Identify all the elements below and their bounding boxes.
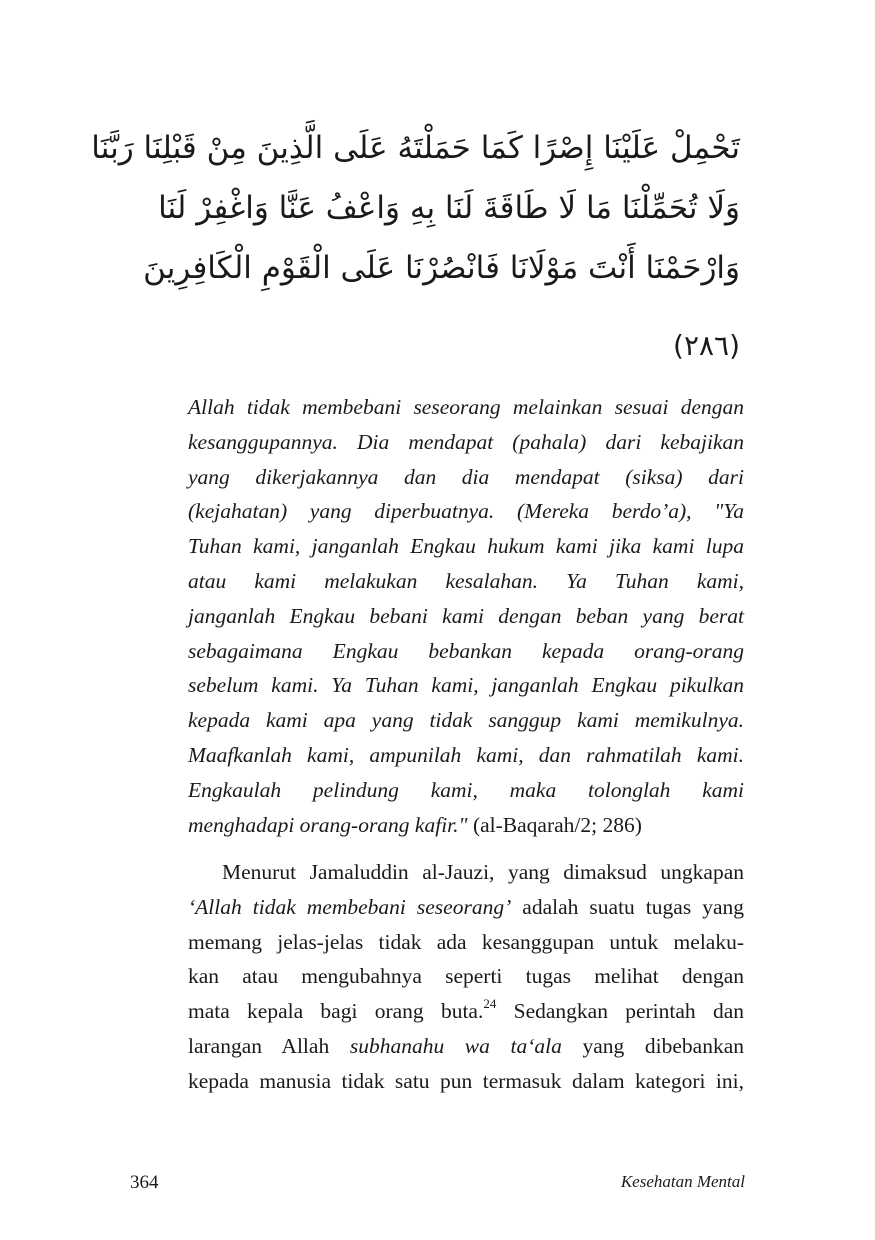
paragraph-text: mata kepala bagi orang buta. [188,999,484,1024]
verse-reference: (al-Baqarah/2; 286) [472,812,642,837]
translation-line: sebelum kami. Ya Tuhan kami, janganlah Engkau pikulkan [188,673,744,698]
translation-line: Engkaulah pelindung kami, maka tolonglah kami [188,777,744,802]
paragraph-line: memang jelas-jelas tidak ada kesanggupan untuk melaku- [188,929,744,954]
translation-line: kesanggupannya. Dia mendapat (pahala) dari kebajikan [188,429,744,454]
arabic-verse-line: وَارْحَمْنَا أَنْتَ مَوْلَانَا فَانْصُرْنَا عَلَى الْقَوْمِ الْكَافِرِينَ [143,250,740,286]
translation-line: kepada kami apa yang tidak sanggup kami memikulnya. [188,708,744,733]
translation-line: Tuhan kami, janganlah Engkau hukum kami jika kami lupa [188,534,744,559]
honorific-phrase: subhanahu wa ta‘ala [349,1033,562,1058]
arabic-verse-block [91,118,740,298]
quoted-phrase: ‘Allah tidak membebani seseorang’ [188,894,512,919]
paragraph-text: Sedangkan perintah dan [513,999,744,1024]
paragraph-line: Menurut Jamaluddin al-Jauzi, yang dimaksud ungkapan [222,860,744,884]
paragraph-line [188,890,744,925]
translation-line-text: menghadapi orang-orang kafir." [188,812,468,837]
arabic-verse-line: وَلَا تُحَمِّلْنَا مَا لَا طَاقَةَ لَنَا بِهِ وَاعْفُ عَنَّا وَاغْفِرْ لَنَا [158,190,740,226]
verse-translation [188,390,744,842]
page-number: 364 [130,1172,159,1193]
translation-line: atau kami melakukan kesalahan. Ya Tuhan kami, [188,568,744,593]
paragraph-line [188,994,744,1029]
running-footer-title: Kesehatan Mental [620,1172,745,1191]
paragraph-line [188,1029,744,1064]
translation-last-line [188,808,744,843]
paragraph-text: adalah suatu tugas yang [522,894,745,919]
arabic-verse-line: تَحْمِلْ عَلَيْنَا إِصْرًا كَمَا حَمَلْتَهُ عَلَى الَّذِينَ مِنْ قَبْلِنَا رَبَّنَا [91,130,740,166]
translation-line: sebagaimana Engkau bebankan kepada orang-orang [188,638,744,663]
translation-line: janganlah Engkau bebani kami dengan beban yang berat [188,603,744,628]
translation-line: (kejahatan) yang diperbuatnya. (Mereka berdo’a), "Ya [188,499,744,524]
paragraph-text: yang dibebankan [582,1033,745,1058]
paragraph-text: larangan Allah [188,1033,330,1058]
translation-line: Maafkanlah kami, ampunilah kami, dan rahmatilah kami. [188,742,744,767]
footnote-marker[interactable]: 24 [483,996,497,1012]
paragraph-line: kan atau mengubahnya seperti tugas melihat dengan [188,964,744,989]
translation-line: Allah tidak membebani seseorang melainkan sesuai dengan [188,395,744,419]
body-paragraph [188,855,744,1099]
verse-number: (٢٨٦) [673,329,740,362]
paragraph-line: kepada manusia tidak satu pun termasuk dalam kategori ini, [188,1068,744,1093]
translation-line: yang dikerjakannya dan dia mendapat (siksa) dari [188,464,744,489]
